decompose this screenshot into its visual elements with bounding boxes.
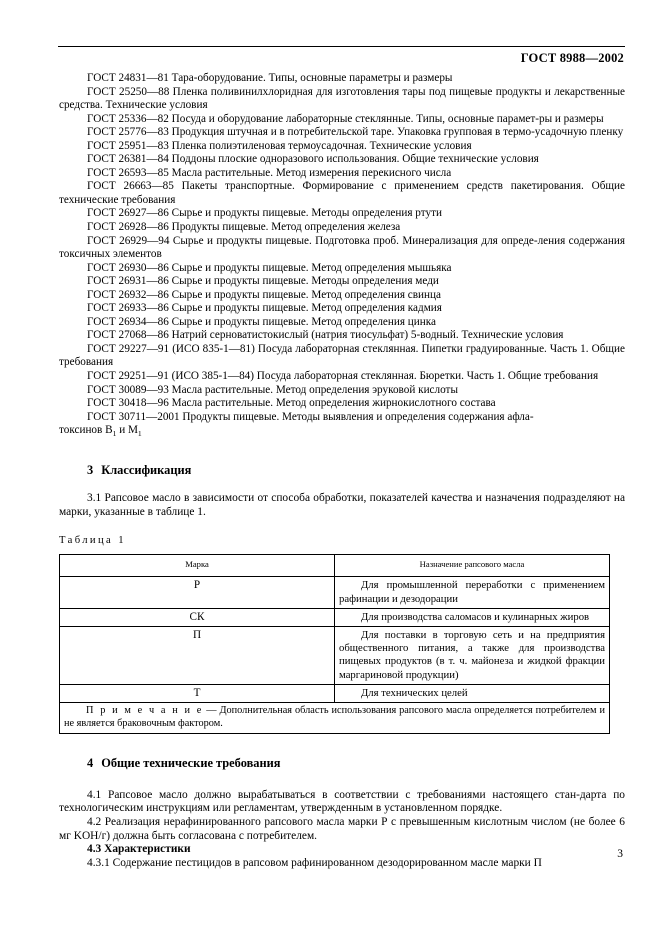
column-header-mark: Марка: [60, 555, 335, 577]
table-caption: Таблица 1: [59, 535, 126, 547]
section-3-heading: [59, 463, 625, 478]
cell-use: Для производства саломасов и кулинарных жиров: [335, 608, 610, 626]
reference-item: ГОСТ 30089—93 Масла растительные. Метод определения эруковой кислоты: [87, 383, 458, 396]
note-text: — Дополнительная область использования рапсового масла определяется потребителем и не является браковочным фактором.: [64, 705, 605, 729]
reference-item: ГОСТ 26932—86 Сырье и продукты пищевые. Метод определения свинца: [87, 288, 441, 301]
header-rule: [58, 46, 625, 47]
table-note-row: [60, 703, 610, 734]
reference-item: ГОСТ 27068—86 Натрий серноватистокислый (натрия тиосульфат) 5-водный. Технические условия: [87, 329, 564, 342]
reference-item: ГОСТ 25336—82 Посуда и оборудование лабораторные стеклянные. Типы, основные парамет-ры и размеры: [87, 112, 604, 125]
aflatoxin-mid: и M: [116, 424, 138, 437]
section-3-number: 3: [87, 463, 94, 477]
cell-use: Для промышленной переработки с применением рафинации и дезодорации: [335, 577, 610, 608]
table-row: [60, 627, 610, 685]
subsection-4-3-title: Характеристики: [104, 843, 191, 856]
reference-item: ГОСТ 25250—88 Пленка поливинилхлоридная для изготовления тары под пищевые продукты и лекарственные средства. Технические условия: [59, 85, 625, 112]
table-note: [60, 703, 610, 734]
reference-item: ГОСТ 26930—86 Сырье и продукты пищевые. Метод определения мышьяка: [87, 261, 452, 274]
paragraph-4-3-1: 4.3.1 Содержание пестицидов в рапсовом рафинированном дезодорированном масле марки П: [87, 857, 542, 870]
reference-item: ГОСТ 26593—85 Масла растительные. Метод измерения перекисного числа: [87, 166, 452, 179]
reference-item: ГОСТ 25776—83 Продукция штучная и в потребительской таре. Упаковка групповая в термо-усадочную пленку: [87, 126, 624, 139]
reference-item-aflatoxin: [59, 411, 625, 425]
cell-mark: СК: [60, 608, 335, 626]
table-header-row: [60, 555, 610, 577]
aflatoxin-subscript-b: 1: [112, 429, 117, 439]
page-number: 3: [617, 848, 623, 860]
cell-use: Для поставки в торговую сеть и на предприятия общественного питания, а также для производства пищевых продуктов (в т. ч. майонеза и жидкой фракции маргариновой продукции): [335, 627, 610, 685]
document-body: [59, 72, 625, 871]
reference-item: ГОСТ 26381—84 Поддоны плоские одноразового использования. Общие технические условия: [87, 153, 539, 166]
subsection-4-3-heading: [59, 843, 625, 857]
reference-item: ГОСТ 30418—96 Масла растительные. Метод определения жирнокислотного состава: [87, 397, 496, 410]
section-3-paragraph: 3.1 Рапсовое масло в зависимости от способа обработки, показателей качества и назначения подразделяют на марки, указанные в таблице 1.: [59, 492, 625, 518]
reference-item: ГОСТ 26929—94 Сырье и продукты пищевые. Подготовка проб. Минерализация для опреде-ления содержания токсичных элементов: [59, 234, 625, 261]
section-4-title: Общие технические требования: [101, 755, 281, 770]
reference-item: ГОСТ 26934—86 Сырье и продукты пищевые. Метод определения цинка: [87, 315, 436, 328]
aflatoxin-line-1: ГОСТ 30711—2001 Продукты пищевые. Методы выявления и определения содержания афла-: [87, 410, 534, 423]
reference-item: ГОСТ 26933—86 Сырье и продукты пищевые. Метод определения кадмия: [87, 302, 442, 315]
cell-mark: Т: [60, 684, 335, 702]
cell-mark: П: [60, 627, 335, 685]
paragraph-4-1: 4.1 Рапсовое масло должно вырабатываться в соответствии с требованиями настоящего стан-дарта по технологическим инструкциям или регламентам, утвержденным в установленном порядке.: [59, 788, 625, 815]
aflatoxin-prefix: токсинов B: [59, 424, 113, 437]
cell-mark: Р: [60, 577, 335, 608]
column-header-use: Назначение рапсового масла: [335, 555, 610, 577]
subsection-4-3-number: 4.3: [87, 843, 102, 856]
reference-item: ГОСТ 26928—86 Продукты пищевые. Метод определения железа: [87, 221, 401, 234]
reference-item: ГОСТ 29251—91 (ИСО 385-1—84) Посуда лабораторная стеклянная. Бюретки. Часть 1. Общие требования: [87, 370, 599, 383]
reference-item: ГОСТ 29227—91 (ИСО 835-1—81) Посуда лабораторная стеклянная. Пипетки градуированные. Часть 1. Общие требования: [59, 342, 625, 369]
cell-use: Для технических целей: [335, 684, 610, 702]
table-row: [60, 684, 610, 702]
reference-item: ГОСТ 24831—81 Тара-оборудование. Типы, основные параметры и размеры: [87, 72, 453, 84]
reference-item: ГОСТ 26927—86 Сырье и продукты пищевые. Методы определения ртути: [87, 207, 442, 220]
marks-table: [59, 554, 610, 733]
reference-item: ГОСТ 26663—85 Пакеты транспортные. Формирование с применением средств пакетирования. Общие технические требования: [59, 180, 625, 206]
note-label: П р и м е ч а н и е: [86, 705, 204, 717]
table-row: [60, 608, 610, 626]
table-row: [60, 577, 610, 608]
reference-item: ГОСТ 25951—83 Пленка полиэтиленовая термоусадочная. Технические условия: [87, 139, 472, 152]
section-4-number: 4: [87, 755, 94, 770]
reference-item-aflatoxin-cont: [59, 424, 625, 441]
document-standard-header: ГОСТ 8988—2002: [520, 51, 624, 65]
paragraph-4-2: 4.2 Реализация нерафинированного рапсового масла марки Р с превышенным кислотным числом (не более 6 мг KOH/г) должна быть согласована с потребителем.: [59, 816, 625, 842]
section-4-heading: [59, 756, 625, 771]
aflatoxin-subscript-m: 1: [137, 429, 142, 439]
section-3-title: Классификация: [101, 463, 192, 477]
reference-item: ГОСТ 26931—86 Сырье и продукты пищевые. Методы определения меди: [87, 275, 439, 288]
